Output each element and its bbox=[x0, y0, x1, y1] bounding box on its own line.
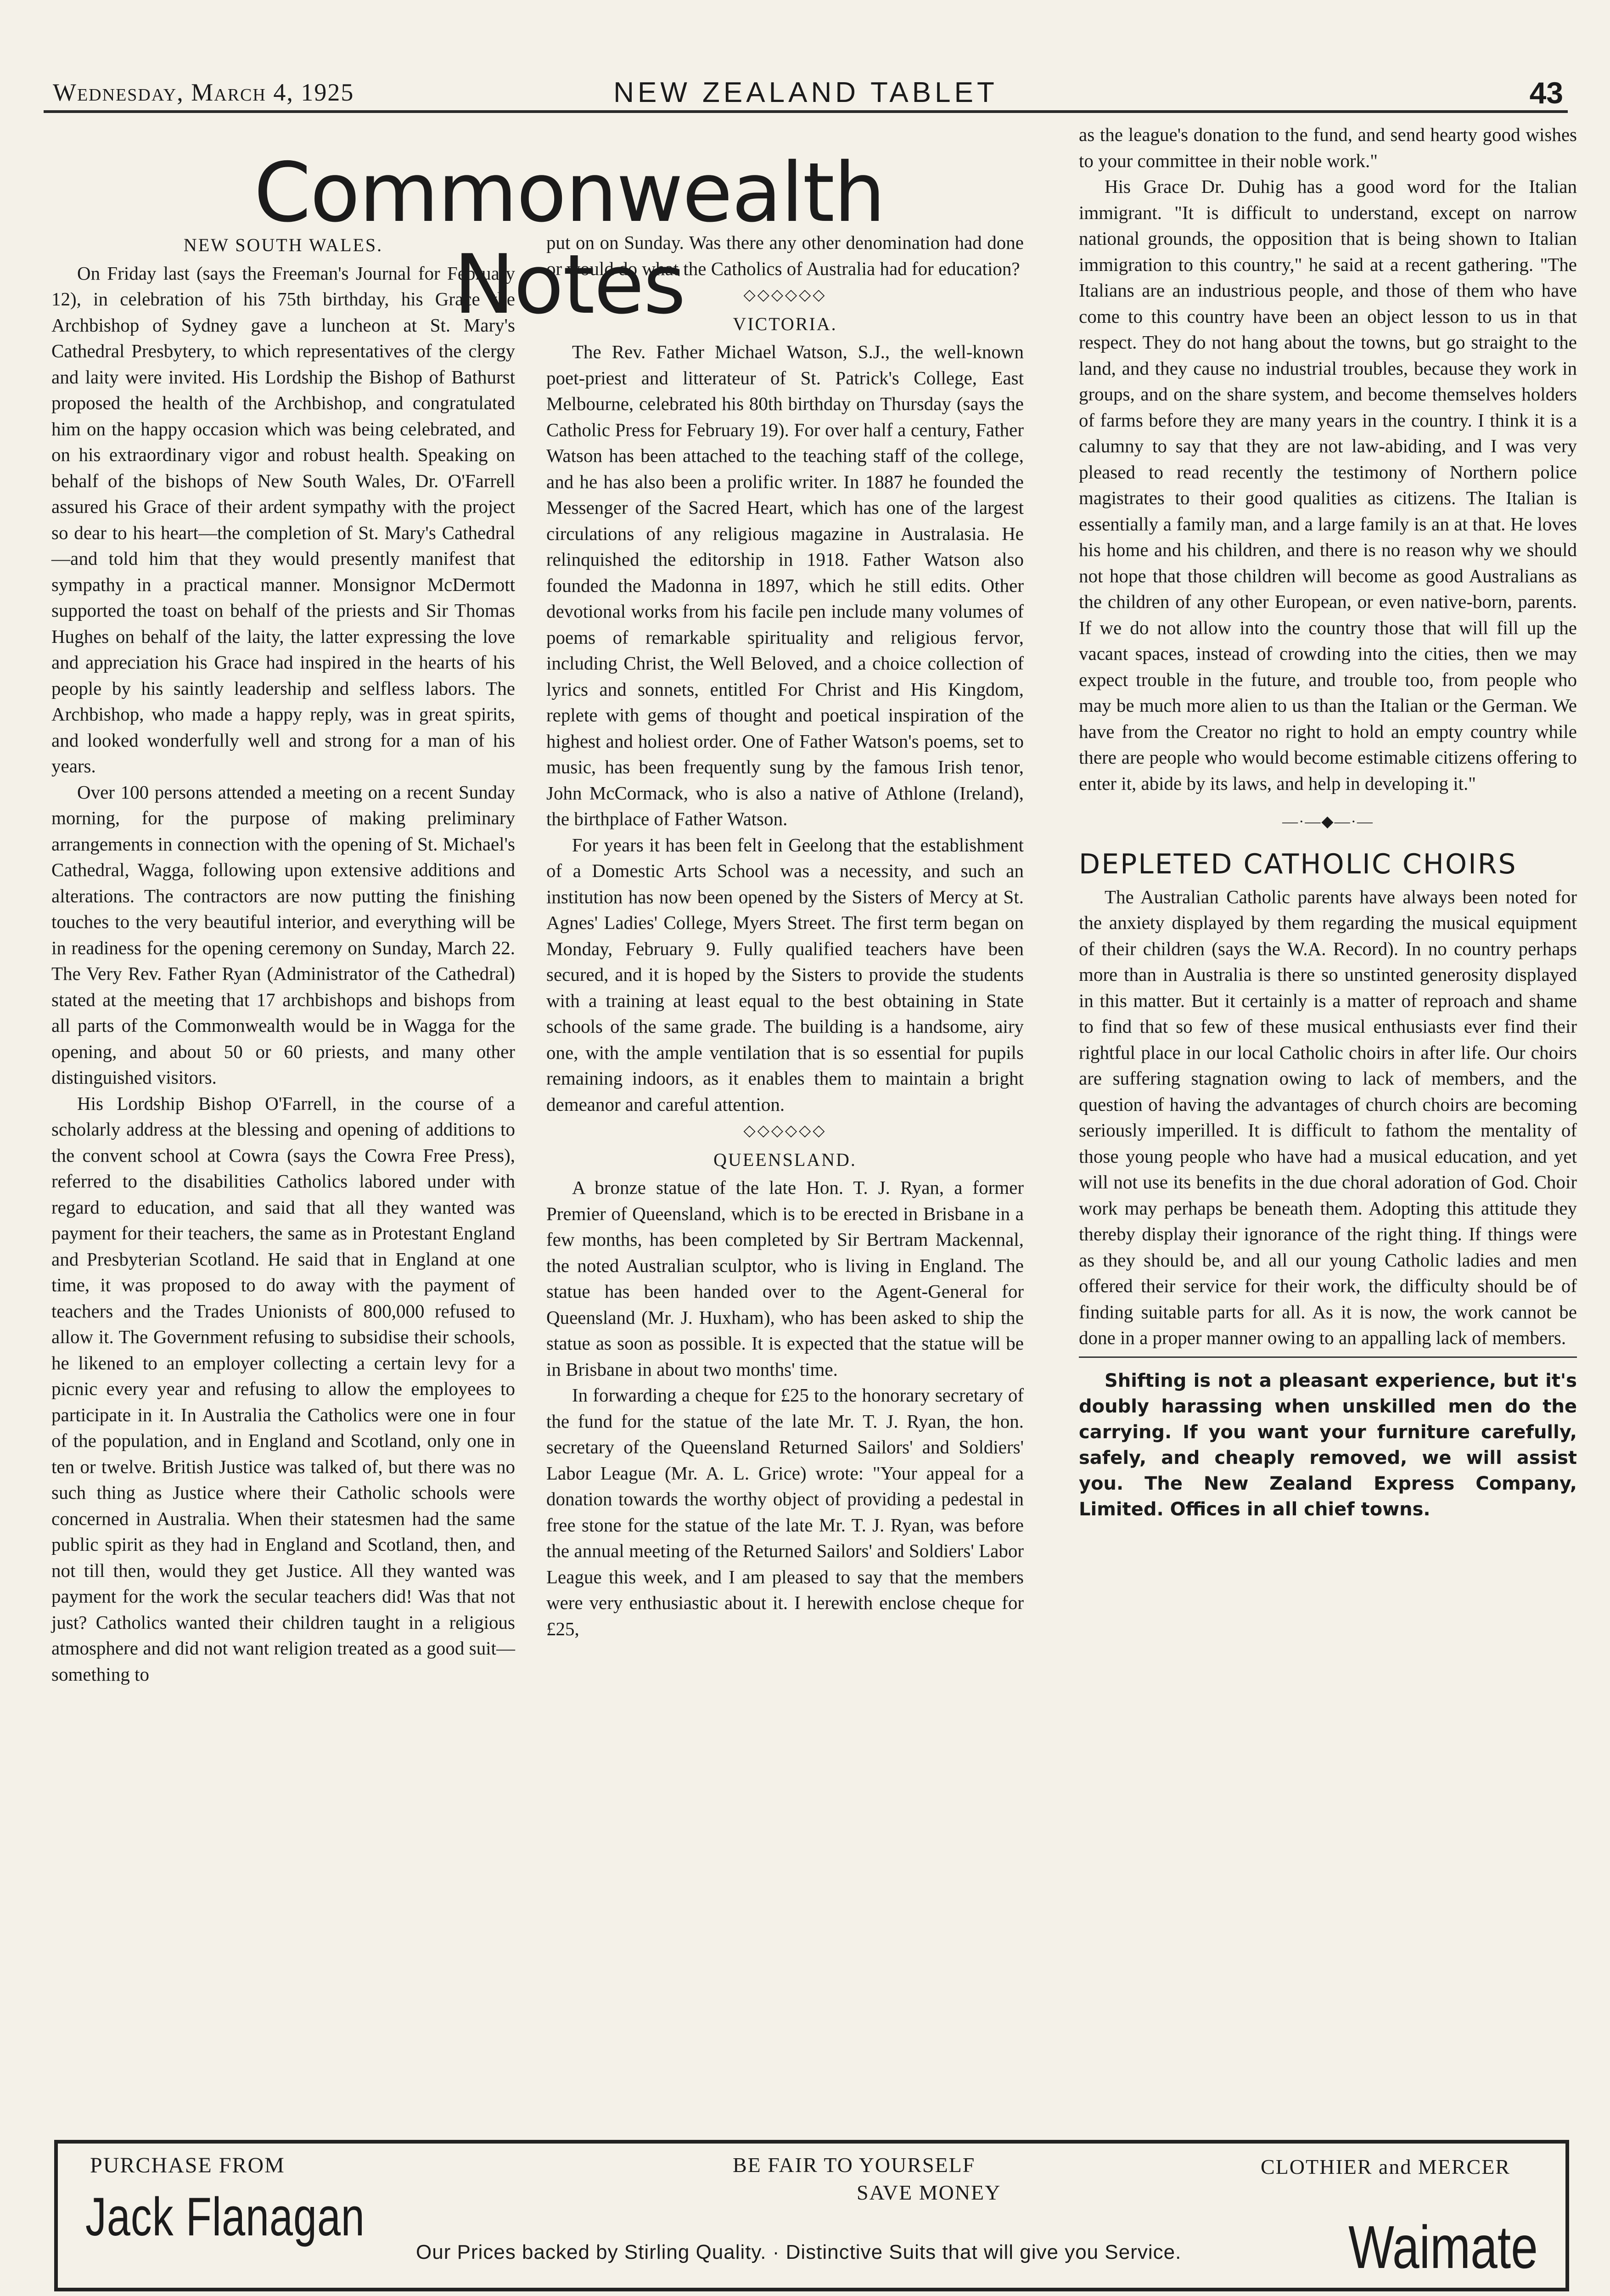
ornament-divider: ◇◇◇◇◇◇ bbox=[743, 287, 827, 304]
paragraph: The Australian Catholic parents have always been noted for the anxiety displayed by them regarding the musical equipment of their children (says the W.A. Record). In no country perhaps more than in Australia is there so unstinted generosity displayed in this matter. But it certainly is a matter of reproach and shame to find that so few of these musical enthusiasts ever find their rightful place in our local Catholic choirs in after life. Our choirs are suffering stagnation owing to lack of members, and the question of having the advantages of church choirs are becoming seriously imperilled. It is difficult to fathom the mentality of those young people who have had a musical education, and yet will not use its benefits in the due choral adoration of God. Choir work may perhaps be beneath them. Adopting this attitude they thereby display their ignorance of the right thing. If things were as they should be, and all our young Catholic ladies and men offered their service for their work, the difficulty should be of finding suitable parts for all. As it is now, the work cannot be done in a proper manner owing to an appalling lack of members. bbox=[1079, 886, 1577, 1348]
divider-rule bbox=[1079, 1356, 1577, 1358]
paragraph: His Grace Dr. Duhig has a good word for the Italian immigrant. "It is difficult to understand, except on narrow national grounds, the opposition that is being shown to Italian immigration to this country," he said at a recent gathering. "The Italians are an industrious people, and those of them who have come to this country have been an object lesson to us in that respect. They do not hang about the towns, but go straight to the land, and they cause no industrial troubles, because they work in groups, and on the share system, and become themselves holders of farms before they are many years in the country. I think it is a calumny to say that they are not law-abiding, and I was very pleased to read recently the testimony of Northern police magistrates to their good qualities as citizens. The Italian is essentially a family man, and a large family is an at that. He loves his home and his children, and there is no reason why we should not hope that those children will become as good Australians as the children of any other European, or even native-born, parents. If we do not allow into the country those that will fill up the vacant spaces, instead of crowding into the cities, then we may expect trouble in the future, and trouble too, from people who may be much more alien to us than the Italian or the German. We have from the Creator no right to hold an empty country while there are people who would become estimable citizens offering to enter it, abide by its laws, and help in developing it." bbox=[1079, 176, 1577, 794]
ad-tagline: Our Prices backed by Stirling Quality. · Distinctive Suits that will give you Service. bbox=[416, 2241, 1182, 2263]
article-title: Commonwealth Notes bbox=[254, 145, 885, 332]
express-company-ad: Shifting is not a pleasant experience, but it's doubly harassing when unskilled men do the carrying. If you want your furniture carefully, safely, and cheaply removed, we will assist you. The New Zealand Express Company, Limited. Offices in all chief towns. bbox=[1079, 1370, 1577, 1520]
paragraph: Over 100 persons attended a meeting on a recent Sunday morning, for the purpose of making preliminary arrangements in connection with the opening of St. Michael's Cathedral, Wagga, following upon extensive additions and alterations. The contractors are now putting the finishing touches to the very beautiful interior, and everything will be in readiness for the opening ceremony on Sunday, March 22. The Very Rev. Father Ryan (Administrator of the Cathedral) stated at the meeting that 17 archbishops and bishops from all parts of the Commonwealth would be in Wagga for the opening, and about 50 or 60 priests, and many other distinguished visitors. bbox=[51, 781, 515, 1088]
page-number: 43 bbox=[1529, 76, 1563, 110]
section-heading-choirs: DEPLETED CATHOLIC CHOIRS bbox=[1079, 848, 1517, 880]
ad-town: Waimate bbox=[1348, 2213, 1538, 2281]
paragraph: put on on Sunday. Was there any other denomination had done or would do what the Catholics of Australia had for education? bbox=[546, 232, 1024, 279]
column-3 bbox=[1079, 122, 1577, 1522]
column-2 bbox=[546, 230, 1024, 1642]
section-heading-queensland: QUEENSLAND. bbox=[713, 1149, 857, 1170]
paragraph: The Rev. Father Michael Watson, S.J., the well-known poet-priest and litterateur of St. Patrick's College, East Melbourne, celebrated his 80th birthday on Thursday (says the Catholic Press for February 19). For over half a century, Father Watson has been attached to the teaching staff of the college, and he has also been a prolific writer. In 1887 he founded the Messenger of the Sacred Heart, which has one of the largest circulations of any religious magazine in Australasia. He relinquished the editorship in 1918. Father Watson also founded the Madonna in 1897, which he still edits. Other devotional works from his facile pen include many volumes of poems of remarkable spirituality and religious fervor, including Christ, the Well Beloved, and a choice collection of lyrics and sonnets, entitled For Christ and His Kingdom, replete with gems of thought and poetical inspiration of the highest and holiest order. One of Father Watson's poems, set to music, has been frequently sung by the famous Irish tenor, John McCormack, who is also a native of Athlone (Ireland), the birthplace of Father Watson. bbox=[546, 341, 1024, 829]
section-heading-nsw: NEW SOUTH WALES. bbox=[183, 235, 383, 255]
paragraph: A bronze statue of the late Hon. T. J. Ryan, a former Premier of Queensland, which is to be erected in Brisbane in a few months, has been completed by Sir Bertram Mackennal, the noted Australian sculptor, who is living in England. The statue has been handed over to the Agent-General for Queensland (Mr. J. Huxham), who has been asked to ship the statue as soon as possible. It is expected that the statue will be in Brisbane in about two months' time. bbox=[546, 1177, 1024, 1380]
ornament-divider: —·—◆—·— bbox=[1282, 813, 1374, 830]
ad-slogan: BE FAIR TO YOURSELF bbox=[733, 2153, 976, 2177]
paragraph: His Lordship Bishop O'Farrell, in the course of a scholarly address at the blessing and opening of additions to the convent school at Cowra (says the Cowra Free Press), referred to the disabilities Catholics labored under with regard to education, and said that all they wanted was payment for their teachers, the same as in Protestant England and Presbyterian Scotland. He said that in England at one time, it was proposed to do away with the payment of teachers and the Trades Unionists of 800,000 refused to allow it. The Government refusing to subsidise their schools, he likened to an employer collecting a certain levy for a picnic every year and refusing to allow the employees to participate in it. In Australia the Catholics were one in four of the population, and in England and Scotland, only one in ten or twelve. British Justice was talked of, but there was no such thing as Justice where their Catholic schools were concerned in Australia. When their statesmen had the same public spirit as they had in England and Scotland, then, and not till then, would they get Justice. All they wanted was payment for the work the secular teachers did! Was that not just? Catholics wanted their children taught in a religious atmosphere and did not want religion treated as a good suit—something to bbox=[51, 1092, 515, 1685]
ad-purchase-from: PURCHASE FROM bbox=[90, 2153, 285, 2178]
column-1 bbox=[51, 230, 515, 1687]
paragraph: as the league's donation to the fund, and send hearty good wishes to your committee in their noble work." bbox=[1079, 124, 1577, 171]
paragraph: For years it has been felt in Geelong that the establishment of a Domestic Arts School was a necessity, and such an institution has now been opened by the Sisters of Mercy at St. Agnes' Ladies' College, Myers Street. The first term began on Monday, February 9. Fully qualified teachers have been secured, and it is hoped by the Sisters to provide the students with a training at least equal to the best obtaining in State schools of the same grade. The building is a handsome, airy one, with the ample ventilation that is so essential for pupils remaining indoors, as it enables them to maintain a bright demeanor and careful attention. bbox=[546, 834, 1024, 1115]
ad-save-money: SAVE MONEY bbox=[857, 2181, 1001, 2204]
publication-title: NEW ZEALAND TABLET bbox=[613, 77, 998, 108]
ad-trade: CLOTHIER and MERCER bbox=[1261, 2155, 1510, 2178]
paragraph: In forwarding a cheque for £25 to the honorary secretary of the fund for the statue of the late Mr. T. J. Ryan, the hon. secretary of the Queensland Returned Sailors' and Soldiers' Labor League (Mr. A. L. Grice) wrote: "Your appeal for a donation towards the worthy object of providing a pedestal in free stone for the statue of the late Mr. T. J. Ryan, was before the annual meeting of the Returned Sailors' and Soldiers' Labor League this week, and I am pleased to say that the members were very enthusiastic about it. I herewith enclose cheque for £25, bbox=[546, 1384, 1024, 1639]
section-heading-victoria: VICTORIA. bbox=[733, 313, 837, 334]
ornament-divider: ◇◇◇◇◇◇ bbox=[743, 1122, 827, 1139]
issue-date: Wednesday, March 4, 1925 bbox=[53, 79, 354, 106]
page-header bbox=[44, 73, 1568, 113]
ad-merchant-name: Jack Flanagan bbox=[85, 2187, 365, 2247]
footer-advertisement bbox=[54, 2140, 1569, 2291]
paragraph: On Friday last (says the Freeman's Journal for February 12), in celebration of his 75th birthday, his Grace the Archbishop of Sydney gave a luncheon at St. Mary's Cathedral Presbytery, to which representatives of the clergy and laity were invited. His Lordship the Bishop of Bathurst proposed the health of the Archbishop, and congratulated him on the happy occasion which was being celebrated, and on his extraordinary vigor and robust health. Speaking on behalf of the bishops of New South Wales, Dr. O'Farrell assured his Grace of their ardent sympathy with the project so dear to his heart—the completion of St. Mary's Cathedral—and told him that they would presently manifest that sympathy in a practical manner. Monsignor McDermott supported the toast on behalf of the priests and Sir Thomas Hughes on behalf of the laity, the latter expressing the love and appreciation his Grace had inspired in the hearts of his people by his saintly leadership and selfless labors. The Archbishop, who made a happy reply, was in great spirits, and looked wonderfully well and strong for a man of his years. bbox=[51, 262, 515, 777]
